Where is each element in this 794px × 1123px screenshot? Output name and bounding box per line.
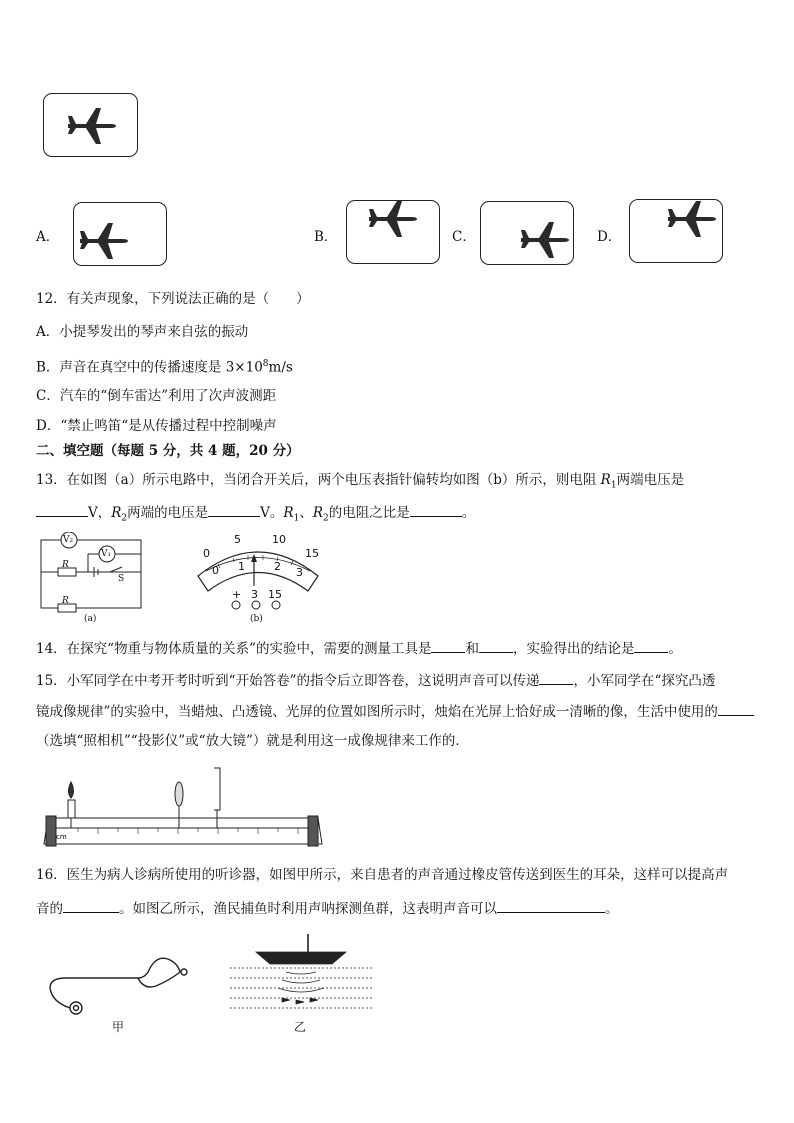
optical-bench <box>38 762 328 852</box>
q16-blank-1[interactable] <box>63 898 119 913</box>
q16-line1: 16．医生为病人诊病所使用的听诊器，如图甲所示，来自患者的声音通过橡皮管传送到医生的耳朵，这样可以提高声 <box>36 867 729 883</box>
switch-label: S <box>118 574 125 584</box>
q12-option-b[interactable] <box>36 355 293 377</box>
q15-text: 15．小军同学在中考开考时听到“开始答卷”的指令后立即答卷，这说明声音可以传递 <box>36 673 540 689</box>
option-a-card[interactable] <box>73 202 167 266</box>
voltmeter-dial <box>188 536 328 596</box>
plane-icon <box>78 221 130 261</box>
q16-text-2: 。如图乙所示，渔民捕鱼时利用声呐探测鱼群，这表明声音可以 <box>119 901 497 917</box>
terminal-15: 15 <box>268 588 282 601</box>
q14-and: 和 <box>465 641 479 657</box>
caption-jia: 甲 <box>112 1020 125 1034</box>
q12-option-a[interactable]: A．小提琴发出的琴声来自弦的振动 <box>36 324 249 340</box>
q13-separator: 、 <box>299 505 313 521</box>
q14-line <box>36 638 682 658</box>
stethoscope-illustration <box>46 950 196 1020</box>
dial-bottom-1: 1 <box>238 560 245 573</box>
option-a-label: A． <box>36 229 60 245</box>
q14-end: 。 <box>668 641 682 657</box>
q15-text-2: ，小军同学在“探究凸透 <box>573 673 716 689</box>
r2-label: R <box>62 596 69 606</box>
q13-text-end: 两端电压是 <box>616 472 685 488</box>
dial-bottom-2: 2 <box>274 560 281 573</box>
q15-line3: （选填“照相机”“投影仪”或“放大镜”）就是利用这一成像规律来工作的． <box>36 733 469 749</box>
q13-text-3: 的电阻之比是 <box>328 505 410 521</box>
section-heading: 二、填空题（每题 5 分，共 4 题，20 分） <box>36 443 300 459</box>
q15-line2 <box>36 701 754 721</box>
terminal-posts <box>228 599 288 611</box>
q14-text: 14．在探究“物重与物体质量的关系”的实验中，需要的测量工具是 <box>36 641 432 657</box>
option-b-label: B． <box>314 229 338 245</box>
terminal-plus: + <box>232 588 242 601</box>
q13-unit-2: V。 <box>260 505 284 521</box>
q12-option-d[interactable]: D．“禁止鸣笛“是从传播过程中控制噪声 <box>36 418 277 434</box>
r1-symbol: R <box>283 505 294 521</box>
r2-subscript: 2 <box>121 513 128 524</box>
q16-text: 音的 <box>36 901 63 917</box>
q13-blank-2[interactable] <box>208 502 260 517</box>
q13-line2 <box>36 502 475 528</box>
voltmeter-v2-label: V₂ <box>63 535 74 545</box>
q14-blank-1[interactable] <box>431 638 465 653</box>
plane-icon <box>666 199 718 239</box>
q12-option-c[interactable]: C．汽车的“倒车雷达”利用了次声波测距 <box>36 388 277 404</box>
plane-icon <box>66 106 118 146</box>
reference-plane-card <box>43 93 138 157</box>
q12-stem: 12．有关声现象，下列说法正确的是（ ） <box>36 291 310 307</box>
dial-top-5: 5 <box>234 533 241 546</box>
r1-label: R <box>62 560 69 570</box>
r2-symbol: R <box>111 505 122 521</box>
bench-unit-label: cm <box>56 833 67 841</box>
q15-text-3: 镜成像规律”的实验中，当蜡烛、凸透镜、光屏的位置如图所示时，烛焰在光屏上恰好成一清晰的像，生活中使用的 <box>36 704 718 720</box>
plane-icon <box>367 199 419 239</box>
dial-bottom-0: 0 <box>212 564 219 577</box>
option-d-label: D． <box>597 229 622 245</box>
q13-blank-3[interactable] <box>410 502 462 517</box>
q12-unit: m/s <box>268 359 293 376</box>
dial-bottom-3: 3 <box>296 566 303 579</box>
voltmeter-v1-label: V₁ <box>101 549 112 559</box>
r2-symbol: R <box>312 505 323 521</box>
r1-subscript: 1 <box>293 513 300 524</box>
r1-subscript: 1 <box>610 480 617 491</box>
option-b-card[interactable] <box>346 200 440 264</box>
q13-end: 。 <box>461 505 476 521</box>
caption-a: (a) <box>84 614 97 624</box>
q14-blank-3[interactable] <box>634 638 668 653</box>
sonar-boat-illustration <box>226 932 376 1022</box>
q16-blank-2[interactable] <box>497 898 605 913</box>
q15-blank-1[interactable] <box>539 670 573 685</box>
q13-unit-1: V， <box>88 505 112 521</box>
dial-top-15: 15 <box>305 547 319 560</box>
dial-top-10: 10 <box>272 533 286 546</box>
q16-end: 。 <box>605 901 619 917</box>
q12-exponent: 8 <box>262 359 269 369</box>
caption-b: (b) <box>250 614 263 624</box>
q14-text-2: ，实验得出的结论是 <box>512 641 635 657</box>
q13-blank-1[interactable] <box>36 502 88 517</box>
terminal-3: 3 <box>251 588 258 601</box>
q15-blank-2[interactable] <box>718 701 754 716</box>
plane-icon <box>519 220 571 260</box>
r2-subscript: 2 <box>322 513 329 524</box>
q16-line2 <box>36 898 619 918</box>
caption-yi: 乙 <box>294 1020 307 1034</box>
dial-top-0: 0 <box>203 547 210 560</box>
option-c-label: C． <box>452 229 476 245</box>
option-c-card[interactable] <box>480 201 574 265</box>
q15-line1 <box>36 670 715 690</box>
r1-symbol: R <box>600 472 611 488</box>
circuit-diagram <box>36 532 146 622</box>
q13-line1 <box>36 471 684 495</box>
q14-blank-2[interactable] <box>479 638 513 653</box>
q13-text: 13．在如图（a）所示电路中，当闭合开关后，两个电压表指针偏转均如图（b）所示，则电阻 <box>36 472 597 488</box>
option-d-card[interactable] <box>629 199 723 263</box>
q12-option-b-text: B．声音在真空中的传播速度是 3×10 <box>36 359 263 376</box>
q13-text-2: 两端的电压是 <box>127 505 209 521</box>
